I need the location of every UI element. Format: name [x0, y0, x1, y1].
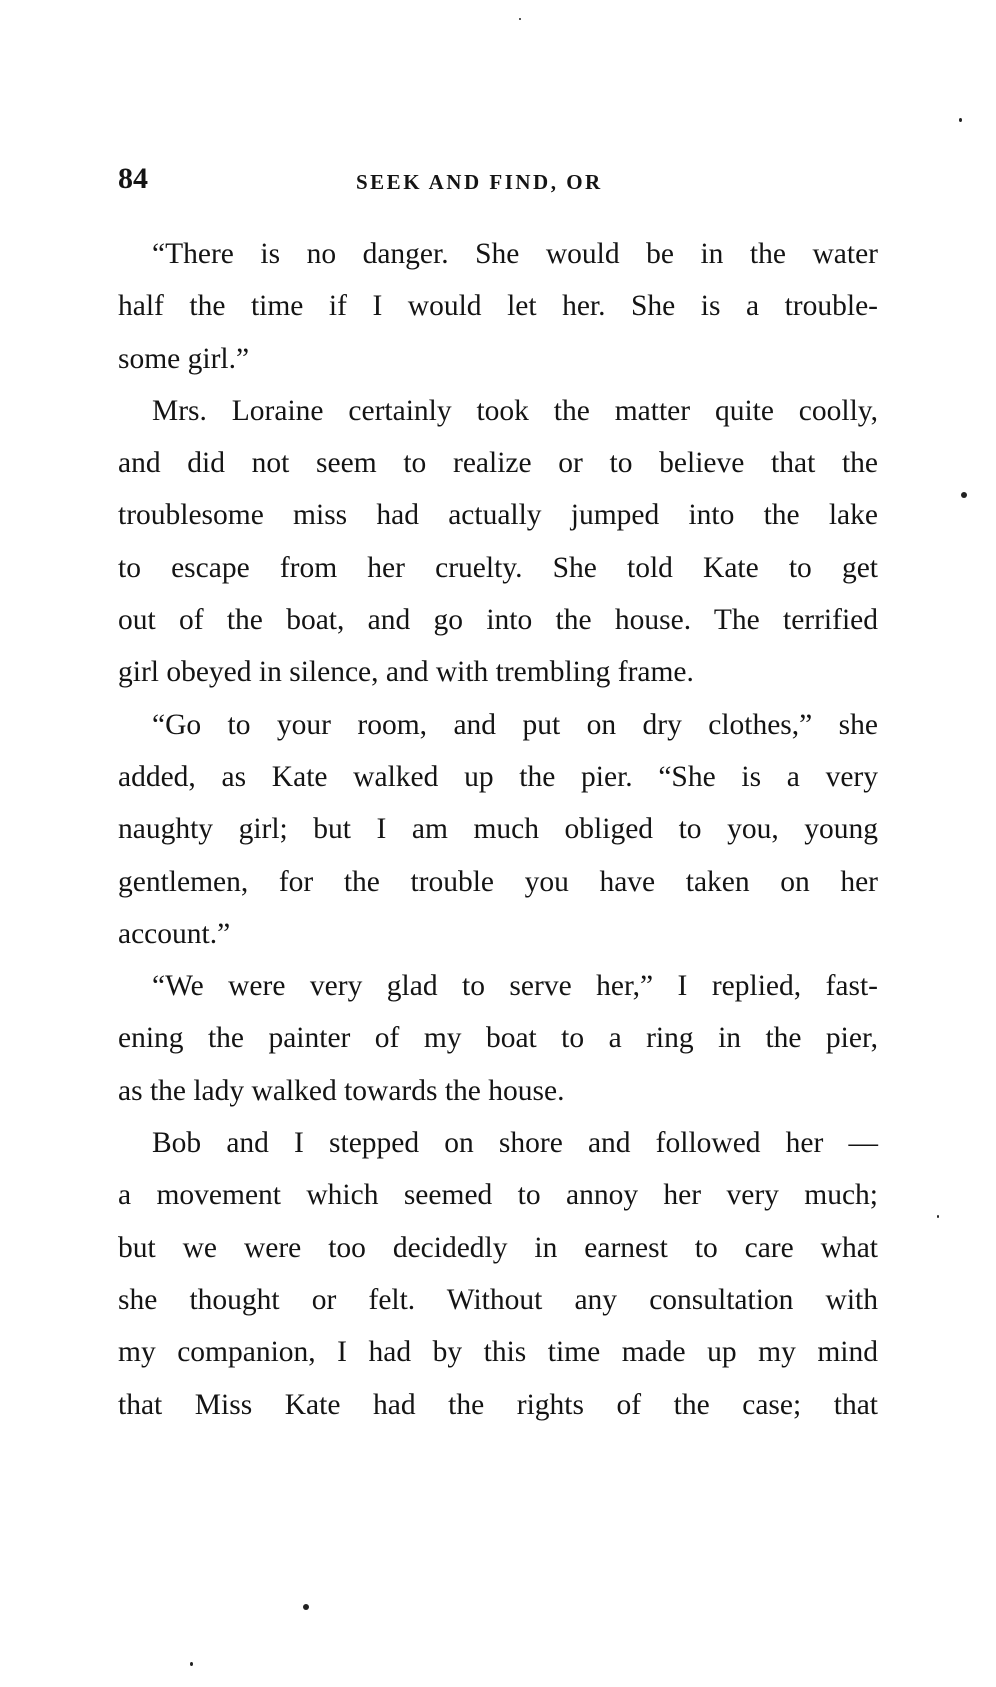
scan-speck	[959, 118, 962, 122]
text-line: “There is no danger. She would be in the water	[152, 238, 878, 270]
page-number: 84	[118, 162, 148, 195]
running-head	[118, 162, 874, 202]
text-line: “Go to your room, and put on dry clothes,” she	[152, 708, 878, 741]
text-line: added, as Kate walked up the pier. “She is a very	[118, 760, 878, 793]
text-line: some girl.”	[118, 342, 250, 375]
text-line: naughty girl; but I am much obliged to you, young	[118, 813, 878, 846]
text-line: that Miss Kate had the rights of the case; that	[118, 1388, 878, 1421]
text-line: but we were too decidedly in earnest to care what	[118, 1231, 878, 1264]
text-line: out of the boat, and go into the house. The terrified	[118, 604, 878, 637]
text-line: account.”	[118, 917, 231, 950]
text-line: gentlemen, for the trouble you have taken on her	[118, 865, 878, 898]
text-line: my companion, I had by this time made up my mind	[118, 1336, 878, 1369]
text-line: as the lady walked towards the house.	[118, 1074, 565, 1107]
scan-speck	[519, 18, 521, 20]
scan-speck	[937, 1215, 939, 1218]
text-line: and did not seem to realize or to believe that the	[118, 447, 878, 480]
text-line: Bob and I stepped on shore and followed her —	[152, 1127, 878, 1160]
scan-speck	[961, 492, 967, 498]
body-text	[118, 228, 878, 1431]
text-line: Mrs. Loraine certainly took the matter quite coolly,	[152, 394, 878, 427]
text-line: she thought or felt. Without any consultation with	[118, 1283, 878, 1316]
text-line: ening the painter of my boat to a ring in the pier,	[118, 1022, 878, 1055]
scan-speck	[303, 1604, 309, 1610]
text-line: to escape from her cruelty. She told Kate to get	[118, 551, 878, 584]
text-line: girl obeyed in silence, and with trembling frame.	[118, 656, 694, 689]
text-line: “We were very glad to serve her,” I replied, fast-	[152, 970, 878, 1003]
scan-speck	[190, 1662, 193, 1666]
text-line: troublesome miss had actually jumped into the lake	[118, 499, 878, 532]
text-line: a movement which seemed to annoy her very much;	[118, 1179, 878, 1212]
running-title: SEEK AND FIND, OR	[356, 170, 603, 194]
text-line: half the time if I would let her. She is a trouble-	[118, 290, 878, 323]
